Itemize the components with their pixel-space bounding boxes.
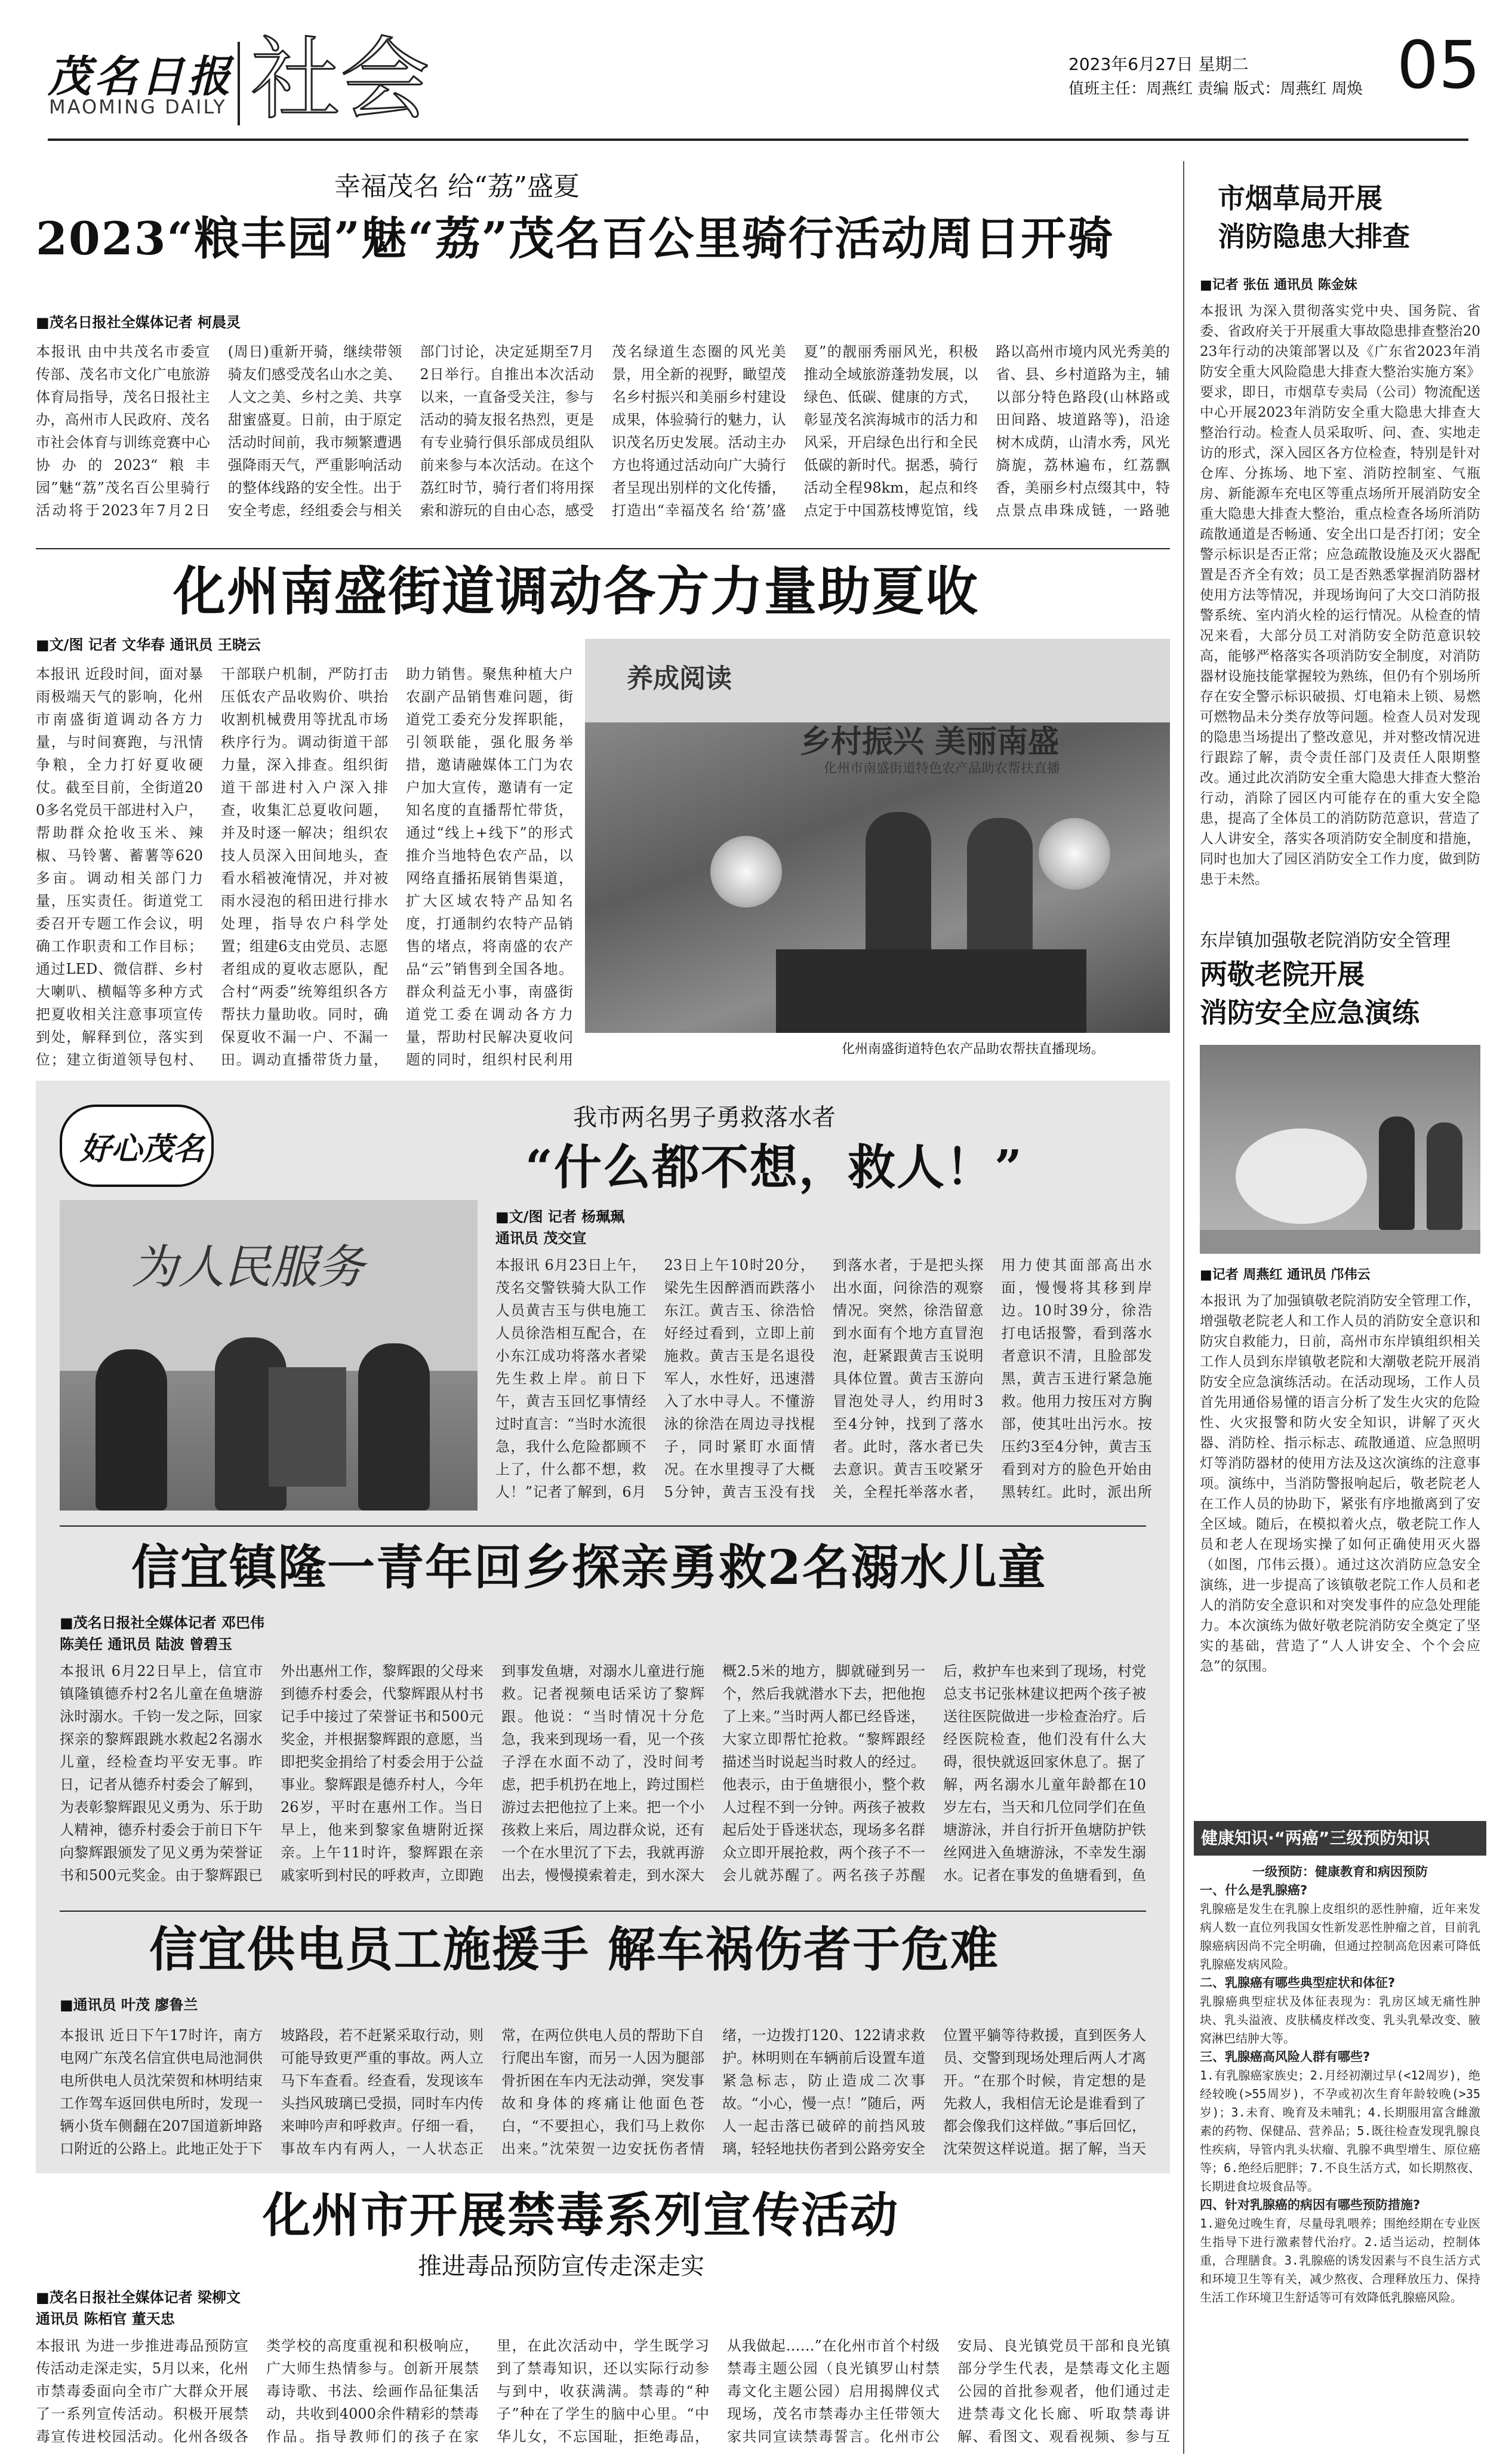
article-nursing-home xyxy=(1200,925,1480,1809)
article-body: 本报讯 6月22日早上，信宜市镇隆镇德乔村2名儿童在鱼塘游泳时溺水。千钧一发之际，回家探亲的黎辉跟跳水救起2名溺水儿童，经检查均平安无事。昨日，记者从德乔村委会了解到，为表彰黎辉跟见义勇为、乐于助人精神，德乔村委会于前日下午向黎辉跟颁发了见义勇为荣誉证书和500元奖金。由于黎辉跟已外出惠州工作，黎辉跟的父母来到德乔村委会，代黎辉跟从村书记手中接过了荣誉证书和500元奖金，并根据黎辉跟的意愿，当即把奖金捐给了村委会用于公益事业。黎辉跟是德乔村人，今年26岁，平时在惠州工作。当日早上，他来到黎家鱼塘附近探亲。上午11时许，黎辉跟在亲戚家听到村民的呼救声，立即跑到事发鱼塘，对溺水儿童进行施救。记者视频电话采访了黎辉跟。他说：“当时情况十分危急，我来到现场一看，见一个孩子浮在水面不动了，没时间考虑，把手机扔在地上，跨过围栏游过去把他拉了上来。把一个小孩救上来后，周边群众说，还有一个在水里沉了下去，我就再游出去，慢慢摸索着走，到水深大概2.5米的地方，脚就碰到另一个，然后我就潜水下去，把他抱了上来。”当时两人都已经昏迷，大家立即帮忙抢救。“黎辉跟经描述当时说起当时救人的经过。他表示，由于鱼塘很小，整个救人过程不到一分钟。两孩子被救起后处于昏迷状态，现场多名群众立即开展抢救，两个孩子不一会儿就苏醒了。两名孩子苏醒后，救护车也来到了现场，村党总支书记张林建议把两个孩子被送往医院做进一步检查治疗。后经医院检查，他们没有什么大碍，很快就返回家休息了。据了解，两名溺水儿童年龄都在10岁左右，当天和几位同学们在鱼塘游泳，并自行折开鱼塘防护铁丝网进入鱼塘游泳，不幸发生溺水。记者在事发的鱼塘看到，鱼 xyxy=(60,1663,1146,1884)
question: 四、针对乳腺癌的病因有哪些预防措施? xyxy=(1200,2198,1421,2212)
rule xyxy=(60,1911,1146,1912)
good-heart-badge xyxy=(60,1105,214,1187)
article-nansheng xyxy=(36,555,1170,1081)
sidebar-divider xyxy=(1183,161,1184,2454)
answer: 1.避免过晚生育，尽量母乳喂养；围绝经期在专业医生指导下进行激素替代治疗。2.适当运动，控制体重，合理膳食。3.乳腺癌的诱发因素与不良生活方式和环境卫生等有关，减少熬夜、合理释放压力、保持生活工作环境卫生舒适等可有效降低乳腺癌风险。 xyxy=(1200,2216,1480,2305)
ground-line xyxy=(1200,1230,1480,1254)
article-headline: 市烟草局开展 消防隐患大排查 xyxy=(1218,182,1410,253)
question: 一、什么是乳腺癌? xyxy=(1200,1883,1308,1897)
editors-line: 值班主任：周燕红 责编 版式：周燕红 周焕 xyxy=(1068,80,1363,98)
person-silhouette xyxy=(1379,1116,1415,1230)
article-subhead: 推进毒品预防宣传走深走实 xyxy=(418,2253,704,2280)
article-tobacco xyxy=(1200,179,1480,913)
masthead xyxy=(0,0,1509,155)
prevention-level: 一级预防：健康教育和病因预防 xyxy=(1252,1865,1428,1879)
article-headline: 化州南盛街道调动各方力量助夏收 xyxy=(173,560,980,622)
article-body: 本报讯 6月23日上午，茂名交警铁骑大队工作人员黄吉玉与供电施工人员徐浩相互配合，在小东江成功将落水者梁先生救上岸。前日下午，黄吉玉回忆事情经过时直言：“当时水流很急，我什么危险都顾不上了，什么都不想，救人！”记者了解到，6月23日上午10时20分，梁先生因醉酒而跌落小东江。黄吉玉、徐浩恰好经过看到，立即上前施救。黄吉玉是名退役军人，水性好，迅速潜入了水中寻人。不懂游泳的徐浩在周边寻找棍子，同时紧盯水面情况。在水里搜寻了大概5分钟，黄吉玉没有找到落水者，于是把头探出水面，问徐浩的观察情况。突然，徐浩留意到水面有个地方直冒泡泡，赶紧跟黄吉玉说明具体位置。黄吉玉游向冒泡处寻人，约用时3至4分钟，找到了落水者。此时，落水者已失去意识。黄吉玉咬紧牙关，全程托举落水者，用力使其面部高出水面，慢慢将其移到岸边。10时39分，徐浩打电话报警，看到落水者意识不清，且脸部发黑，黄吉玉进行紧急施救。他用力按压对方胸部，使其吐出污水。按压约3至4分钟，黄吉玉看到对方的脸色开始由黑转红。此时，派出所 xyxy=(495,1257,1152,1500)
question: 二、乳腺癌有哪些典型症状和体征? xyxy=(1200,1976,1396,1990)
article-byline: ■记者 周燕红 通讯员 邝伟云 xyxy=(1200,1268,1371,1282)
page-number: 05 xyxy=(1397,27,1480,103)
issue-date: 2023年6月27日 星期二 xyxy=(1068,54,1249,74)
section-divider xyxy=(238,42,240,125)
masthead-rule xyxy=(48,139,1468,141)
question: 三、乳腺癌高风险人群有哪些? xyxy=(1200,2050,1371,2064)
article-kicker: 幸福茂名 给“荔”盛夏 xyxy=(334,171,580,202)
newspaper-logo-en: MAOMING DAILY xyxy=(49,96,227,118)
person-silhouette xyxy=(96,1349,167,1511)
newspaper-logo: 茂名日报 xyxy=(48,51,235,101)
photo-banner-sub: 化州市南盛街道特色农产品助农帮扶直播 xyxy=(824,761,1061,776)
photo-wall-sign: 为人民服务 xyxy=(131,1241,365,1294)
person-silhouette xyxy=(358,1343,430,1511)
article-body: 本报讯 为进一步推进毒品预防宣传活动走深走实，5月以来，化州市禁毒委面向全市广大群众开展了一系列宣传活动。积极开展禁毒宣传进校园活动。化州各级各类学校的高度重视和积极响应，广大师生热情参与。创新开展禁毒诗歌、书法、绘画作品征集活动，共收到4000余件精彩的禁毒作品。指导教师们的孩子在家里，在此次活动中，学生既学习到了禁毒知识，还以实际行动参与到中，收获满满。禁毒的“种子”种在了学生的脑中心里。“中华儿女，不忘国耻，拒绝毒品，从我做起……”在化州市首个村级禁毒主题公园（良光镇罗山村禁毒文化主题公园）启用揭牌仪式现场，茂名市禁毒办主任带领大家共同宣读禁毒誓言。化州市公安局、良光镇党员干部和良光镇部分学生代表，是禁毒文化主题公园的首批参观者，他们通过走进禁毒文化长廊、听取禁毒讲解、看图文、观看视频、参与互 xyxy=(36,2337,1170,2445)
article-byline: ■记者 张伍 通讯员 陈金妹 xyxy=(1200,278,1357,293)
rule xyxy=(36,548,1170,549)
article-cycling xyxy=(36,161,1170,543)
smoke-cloud xyxy=(1236,1128,1367,1224)
article-headline: 信宜镇隆一青年回乡探亲勇救2名溺水儿童 xyxy=(131,1539,1047,1595)
article-body: 本报讯 近日下午17时许，南方电网广东茂名信宜供电局池洞供电所供电人员沈荣贺和林明结束工作驾车返回供电所时，发现一辆小货车侧翻在207国道新坤路口附近的公路上。此地正处于下坡路段，若不赶紧采取行动，则可能导致更严重的事故。两人立马下车查看。经查看，发现该车头挡风玻璃已受损，同时车内传来呻吟声和呼救声。仔细一看，事故车内有两人，一人状态正常，在两位供电人员的帮助下自行爬出车窗，而另一人因为腿部骨折困在车内无法动弹，突发事故和身体的疼痛让他面色苍白，“不要担心，我们马上救你出来。”沈荣贺一边安抚伤者情绪，一边拨打120、122请求救护。林明则在车辆前后设置车道紧急标志，防止造成二次事故。“小心，慢一点！”随后，两人一起击落已破碎的前挡风玻璃，轻轻地扶伤者到公路旁安全位置平躺等待救援，直到医务人员、交警到现场处理后两人才离开。“在那个时候，肯定想的是先救人，我相信无论是谁看到了都会像我们这样做。”事后回忆，沈荣贺这样说道。据了解，当天 xyxy=(60,2027,1146,2157)
studio-light-icon xyxy=(710,836,782,908)
health-column xyxy=(1194,1821,1486,2454)
health-content xyxy=(1200,1863,1480,2448)
article-headline: 信宜供电员工施援手 解车祸伤者于危难 xyxy=(149,1921,999,1977)
badge-text: 好心茂名 xyxy=(80,1131,205,1167)
article-headline: 两敬老院开展 消防安全应急演练 xyxy=(1200,958,1419,1029)
article-kicker: 东岸镇加强敬老院消防安全管理 xyxy=(1200,930,1451,951)
article-byline: ■文/图 记者 杨珮珮 通讯员 茂交宣 xyxy=(495,1208,625,1247)
article-byline: ■茂名日报社全媒体记者 梁柳文 通讯员 陈栢官 董天忠 xyxy=(36,2289,241,2327)
answer: 1.有乳腺癌家族史；2.月经初潮过早(<12周岁)，绝经较晚(>55周岁)，不孕或初次生育年龄较晚(>35岁)；3.未育、晚育及未哺乳；4.长期服用富含雌激素的药物、保健品、营养品；5.既往检查发现乳腺良性疾病，导管内乳头状瘤、乳腺不典型增生、原位癌等；6.绝经后肥胖；7.不良生活方式，如长期熬夜、长期进食垃圾食品等。 xyxy=(1200,2068,1480,2194)
article-byline: ■茂名日报社全媒体记者 邓巴伟 陈美任 通讯员 陆波 曾碧玉 xyxy=(60,1614,265,1653)
answer: 乳腺癌典型症状及体征表现为：乳房区域无痛性肿块、乳头溢液、皮肤橘皮样改变、乳头乳晕改变、腋窝淋巴结肿大等。 xyxy=(1200,1994,1480,2045)
article-byline: ■通讯员 叶茂 廖鲁兰 xyxy=(60,1997,198,2013)
article-headline: “什么都不想，救人！” xyxy=(525,1139,1024,1195)
article-body: 本报讯 为深入贯彻落实党中央、国务院、省委、省政府关于开展重大事故隐患排查整治2023年行动的决策部署以及《广东省2023年消防安全重大风险隐患大排查大整治实施方案》要求，即日，市烟草专卖局（公司）物流配送中心开展2023年消防安全重大隐患大排查大整治行动。检查人员采取听、问、查、实地走访的形式，深入园区各方位检查，特别是针对仓库、分拣场、地下室、消防控制室、气瓶房、新能源车充电区等重点场所开展消防安全重大隐患大排查大整治，重点检查各场所消防疏散通道是否畅通、安全出口是否打闭；安全警示标识是否正常；应急疏散设施及灭火器配置是否齐全有效；员工是否熟悉掌握消防器材使用方法等情况，并现场询问了大交口消防报警系统、室内消火栓的运行情况。从检查的情况来看，大部分员工对消防安全防范意识较高，能够严格落实各项消防安全制度，对消防器材设施技能掌握较为熟练，但仍有个别场所存在安全警示标识破损、灯电箱未上锁、易燃可燃物品未分类存放等问题。检查人员对发现的隐患当场提出了整改意见，并对整改情况进行跟踪了解，责令责任部门及责任人限期整改。通过此次消防安全重大隐患大排查大整治行动，消除了园区内可能存在的重大安全隐患，提高了全体员工的消防防范意识，营造了人人讲安全，落实各项消防安全制度和措施，同时也加大了园区消防安全工作力度，做到防患于未然。 xyxy=(1200,303,1480,887)
column-title: 健康知识·“两癌”三级预防知识 xyxy=(1194,1821,1486,1856)
article-body: 本报讯 为了加强镇敬老院消防安全管理工作，增强敬老院老人和工作人员的消防安全意识和防灾自救能力，日前，高州市东岸镇组织相关工作人员到东岸镇敬老院和大潮敬老院开展消防安全应急演练活动。在活动现场，工作人员首先用通俗易懂的语言分析了发生火灾的危险性、火灾报警和防火安全知识，讲解了灭火器、消防栓、指示标志、疏散通道、应急照明灯等消防器材的使用方法及这次演练的注意事项。演练中，当消防警报响起后，敬老院老人在工作人员的协助下，紧张有序地撤离到了安全区域。随后，在模拟着火点，敬老院工作人员和老人在现场实操了如何正确使用灭火器（如图，邝伟云摄）。通过这次消防应急安全演练，进一步提高了该镇敬老院工作人员和老人的消防安全意识和对突发事件的应急处理能力。本次演练为做好敬老院消防安全奠定了坚实的基础，营造了“人人讲安全、个个会应急”的氛围。 xyxy=(1200,1293,1480,1674)
article-kicker: 我市两名男子勇救落水者 xyxy=(573,1104,836,1131)
studio-light-icon xyxy=(1039,818,1110,890)
article-headline: 2023“粮丰园”魅“荔”茂名百公里骑行活动周日开骑 xyxy=(36,212,1114,265)
section-name: 社会 xyxy=(251,28,430,132)
rule xyxy=(60,1525,1146,1527)
feature-box xyxy=(36,1081,1170,2173)
table xyxy=(776,949,1086,1033)
fire-drill-photo xyxy=(1200,1045,1480,1254)
pennant-flag xyxy=(269,1367,346,1487)
photo-banner-top: 养成阅读 xyxy=(627,663,732,694)
photo-banner-mid: 乡村振兴 美丽南盛 xyxy=(800,724,1060,760)
answer: 乳腺癌是发生在乳腺上皮组织的恶性肿瘤，近年来发病人数一直位列我国女性新发恶性肿瘤之首，目前乳腺癌病因尚不完全明确，但通过控制高危因素可降低乳腺癌发病风险。 xyxy=(1200,1902,1480,1971)
banner-thanks-photo xyxy=(60,1200,478,1511)
article-body: 本报讯 由中共茂名市委宣传部、茂名市文化广电旅游体育局指导，茂名日报社主办，高州市人民政府、茂名市社会体育与训练竞赛中心协办的2023“粮丰园”魅“荔”茂名百公里骑行活动将于2023年7月2日(周日)重新开骑，继续带领骑友们感受茂名山水之美、人文之美、乡村之美、共享甜蜜盛夏。日前，由于原定活动时间前，我市频繁遭遇强降雨天气，严重影响活动的整体线路的安全性。出于安全考虑，经组委会与相关部门讨论，决定延期至7月2日举行。自推出本次活动以来，一直备受关注，参与活动的骑友报名热烈，更是有专业骑行俱乐部成员组队前来参与本次活动。在这个荔红时节，骑行者们将用探索和游玩的自由心态，感受茂名绿道生态圈的风光美景，用全新的视野，瞰望茂名乡村振兴和美丽乡村建设成果，体验骑行的魅力，认识茂名历史发展。活动主办方也将通过活动向广大骑行者呈现出别样的文化传播，打造出“幸福茂名 给‘荔’盛夏”的靓丽秀丽风光，积极推动全域旅游蓬勃发展，以绿色、低碳、健康的方式，彰显茂名滨海城市的活力和风采，开启绿色出行和全民低碳的新时代。据悉，骑行活动全程98km，起点和终点定于中国荔枝博览馆，线路以高州市境内风光秀美的省、县、乡村道路为主，辅以部分特色路段(山林路或田间路、坡道路等)，沿途树木成荫，山清水秀，风光旖旎，荔林遍布，红荔飘香，美丽乡村点缀其中，特点景点串珠成链，一路驰 xyxy=(36,343,1170,519)
photo-caption: 化州南盛街道特色农产品助农帮扶直播现场。 xyxy=(842,1042,1105,1057)
article-byline: ■茂名日报社全媒体记者 柯晨灵 xyxy=(36,314,241,331)
person-silhouette xyxy=(1427,1122,1462,1230)
article-antidrug xyxy=(36,2185,1170,2460)
article-byline: ■文/图 记者 文华春 通讯员 王晓云 xyxy=(36,636,261,653)
livestream-photo xyxy=(585,639,1170,1033)
article-headline: 化州市开展禁毒系列宣传活动 xyxy=(263,2187,899,2243)
article-body: 本报讯 近段时间，面对暴雨极端天气的影响，化州市南盛街道调动各方力量，与时间赛跑，与汛情争粮，全力打好夏收硬仗。截至目前，全街道200多名党员干部进村入户，帮助群众抢收玉米、辣椒、马铃薯、蓄薯等620多亩。调动相关部门力量，压实责任。街道党工委召开专题工作会议，明确工作职责和工作目标；通过LED、微信群、乡村大喇叭、横幅等多种方式把夏收相关注意事项宣传到处，解释到位，落实到位；建立街道领导包村、干部联户机制，严防打击压低农产品收购价、哄抬收割机械费用等扰乱市场秩序行为。调动街道干部力量，深入排查。组织街道干部进村入户深入排查，收集汇总夏收问题，并及时逐一解决；组织农技人员深入田间地头，查看水稻被淹情况，并对被雨水浸泡的稻田进行排水处理，指导农户科学处置；组建6支由党员、志愿者组成的夏收志愿队，配合村“两委”统筹组织各方帮扶力量助收。同时，确保夏收不漏一户、不漏一田。调动直播带货力量，助力销售。聚焦种植大户农副产品销售难问题，街道党工委充分发挥职能，引领联能，强化服务举措，邀请融媒体工门为农户加大宣传，邀请有一定知名度的直播帮忙带货，通过“线上+线下”的形式推介当地特色农产品，以网络直播拓展销售渠道，扩大区域农特产品知名度，打通制约农特产品销售的堵点，将南盛的农产品“云”销售到全国各地。群众利益无小事，南盛街道党工委在调动各方力量，帮助村民解决夏收问题的同时，组织村民利用 xyxy=(36,666,573,1068)
